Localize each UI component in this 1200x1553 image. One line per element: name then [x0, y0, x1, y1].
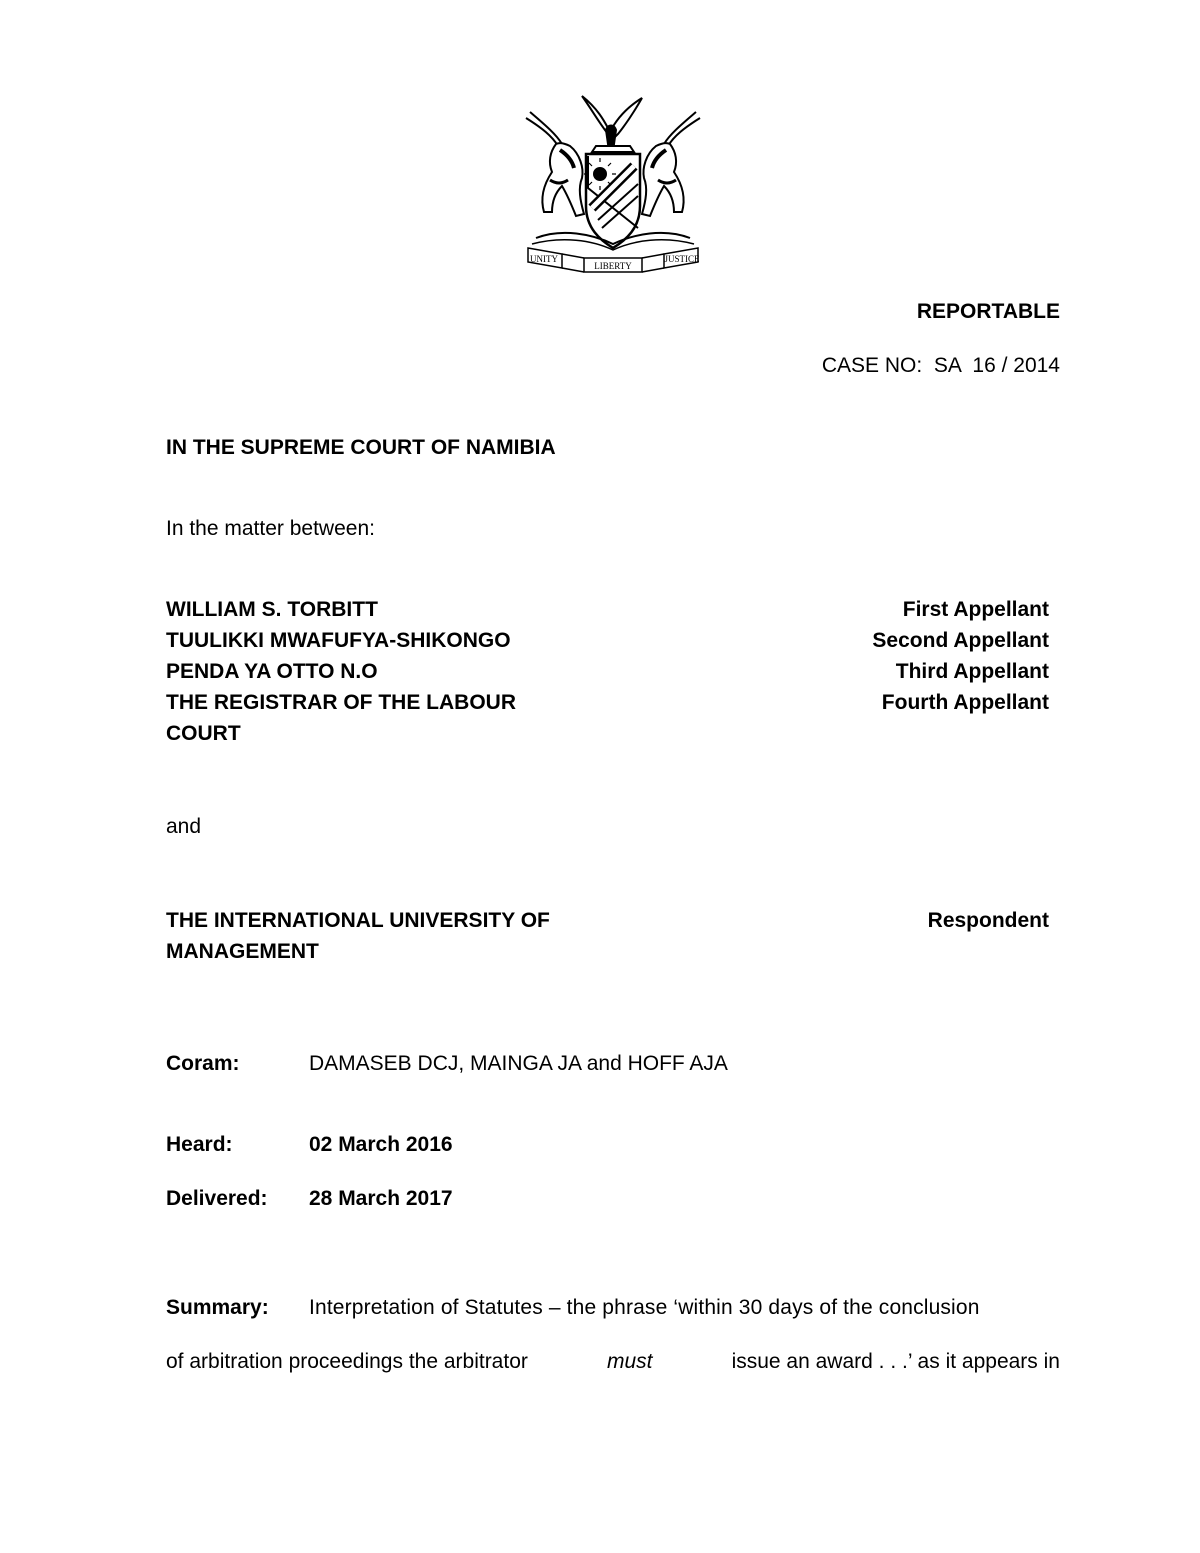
appellant-name: WILLIAM S. TORBITT — [166, 598, 378, 621]
delivered-label: Delivered: — [166, 1187, 268, 1210]
appellant-role: Fourth Appellant — [881, 691, 1049, 714]
motto-unity: UNITY — [530, 254, 558, 264]
appellant-name: PENDA YA OTTO N.O — [166, 660, 378, 683]
respondent-role: Respondent — [927, 909, 1049, 932]
summary-text-line — [166, 1350, 1060, 1374]
appellant-role: Third Appellant — [895, 660, 1049, 683]
respondent-name-continued: MANAGEMENT — [166, 940, 319, 963]
and-separator: and — [166, 815, 202, 838]
reportable-label: REPORTABLE — [916, 300, 1060, 323]
appellant-name: TUULIKKI MWAFUFYA-SHIKONGO — [166, 629, 511, 652]
summary-text-segment: of arbitration proceedings the arbitrator — [166, 1350, 528, 1373]
matter-between: In the matter between: — [166, 517, 375, 540]
namibia-coat-of-arms-emblem — [522, 88, 704, 280]
appellant-name: THE REGISTRAR OF THE LABOUR — [166, 691, 516, 714]
heard-date: 02 March 2016 — [309, 1133, 453, 1156]
motto-liberty: LIBERTY — [594, 261, 632, 271]
summary-text-segment: issue an award . . .’ as it appears in — [731, 1350, 1060, 1373]
delivered-date: 28 March 2017 — [309, 1187, 453, 1210]
summary-emphasis: must — [606, 1350, 653, 1373]
appellant-role: First Appellant — [902, 598, 1049, 621]
heard-label: Heard: — [166, 1133, 233, 1156]
motto-justice: JUSTICE — [664, 254, 700, 264]
summary-label: Summary: — [166, 1296, 269, 1319]
summary-text-line: Interpretation of Statutes – the phrase ‘within 30 days of the conclusion — [309, 1296, 980, 1319]
appellant-name-continued: COURT — [166, 722, 241, 745]
case-number: CASE NO: SA 16 / 2014 — [821, 354, 1060, 377]
coram-label: Coram: — [166, 1052, 240, 1075]
court-name: IN THE SUPREME COURT OF NAMIBIA — [166, 436, 556, 459]
respondent-name: THE INTERNATIONAL UNIVERSITY OF — [166, 909, 550, 932]
appellant-role: Second Appellant — [872, 629, 1049, 652]
coram-value: DAMASEB DCJ, MAINGA JA and HOFF AJA — [309, 1052, 728, 1075]
